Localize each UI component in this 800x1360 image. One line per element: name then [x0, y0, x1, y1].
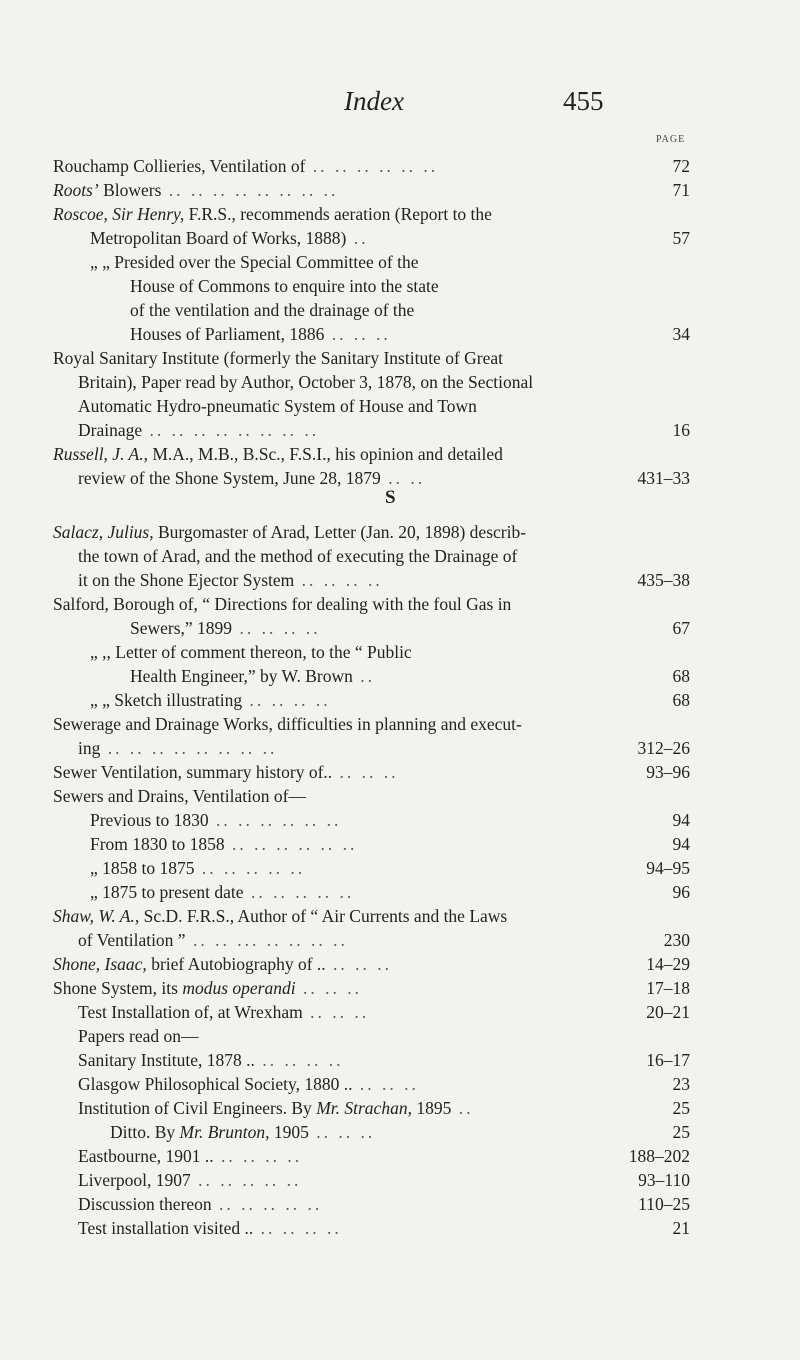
- index-entry: [130, 665, 375, 687]
- index-entry: [78, 1169, 301, 1191]
- running-title: Index: [344, 86, 404, 116]
- entry-text: „ 1875 to present date: [90, 882, 244, 902]
- entry-text: Discussion thereon: [78, 1194, 212, 1214]
- entry-page-ref: 435–38: [637, 570, 690, 590]
- entry-page-ref: 14–29: [646, 954, 690, 974]
- leader-dots: .. .. .. .. .. ..: [208, 810, 342, 830]
- leader-dots: .. .. .. .. ..: [243, 882, 355, 902]
- index-entry: [90, 857, 305, 879]
- leader-dots: .. ..: [380, 468, 426, 488]
- entry-text-continued: 1895: [411, 1098, 452, 1118]
- entry-page-ref: 57: [672, 228, 690, 248]
- index-entry: [78, 395, 477, 417]
- index-entry: [90, 641, 412, 663]
- entry-text: „ „ Presided over the Special Committee of the: [90, 252, 419, 272]
- leader-dots: .. .. .. ..: [242, 690, 331, 710]
- entry-text: Test Installation of, at Wrexham: [78, 1002, 303, 1022]
- entry-text: Burgomaster of Arad, Letter (Jan. 20, 1898) describ-: [153, 522, 527, 542]
- entry-text: F.R.S., recommends aeration (Report to the: [184, 204, 492, 224]
- index-entry: [53, 347, 503, 369]
- index-entry: [78, 929, 348, 951]
- entry-text: it on the Shone Ejector System: [78, 570, 295, 590]
- index-entry: [130, 323, 391, 345]
- entry-text: Test installation visited ..: [78, 1218, 254, 1238]
- entry-page-ref: 67: [672, 618, 690, 638]
- entry-page-ref: 96: [672, 882, 690, 902]
- entry-text: Liverpool, 1907: [78, 1170, 191, 1190]
- entry-text: Ditto. By: [110, 1122, 180, 1142]
- index-entry: [78, 371, 533, 393]
- entry-italic-text: modus operandi: [182, 978, 296, 998]
- entry-page-ref: 68: [672, 690, 690, 710]
- entry-page-ref: 25: [672, 1122, 690, 1142]
- index-entry: [53, 593, 511, 615]
- entry-page-ref: 68: [672, 666, 690, 686]
- entry-name: Roscoe, Sir Henry,: [53, 204, 185, 224]
- page-number: 455: [563, 86, 604, 116]
- index-entry: [78, 1001, 369, 1023]
- leader-dots: ..: [451, 1098, 474, 1118]
- index-entry: [78, 1025, 199, 1047]
- entry-text: Sewers and Drains, Ventilation of—: [53, 786, 306, 806]
- entry-text: Papers read on—: [78, 1026, 199, 1046]
- entry-page-ref: 71: [672, 180, 690, 200]
- entry-text: review of the Shone System, June 28, 1879: [78, 468, 381, 488]
- leader-dots: .. .. .. .. .. ..: [305, 156, 439, 176]
- leader-dots: .. .. .. ..: [294, 570, 383, 590]
- leader-dots: .. .. .. ..: [232, 618, 321, 638]
- leader-dots: .. .. ..: [325, 954, 393, 974]
- leader-dots: .. .. .. .. ..: [194, 858, 306, 878]
- leader-dots: .. .. ..: [295, 978, 362, 998]
- index-entry: [53, 179, 338, 201]
- entry-page-ref: 23: [672, 1074, 690, 1094]
- entry-text: Eastbourne, 1901 ..: [78, 1146, 214, 1166]
- leader-dots: .. .. ..: [332, 762, 399, 782]
- index-entry: [53, 203, 492, 225]
- entry-text: Sc.D. F.R.S., Author of “ Air Currents and the Laws: [139, 906, 508, 926]
- entry-text: Institution of Civil Engineers. By: [78, 1098, 317, 1118]
- entry-text: „ „ Sketch illustrating: [90, 690, 243, 710]
- entry-text: Rouchamp Collieries, Ventilation of: [53, 156, 306, 176]
- index-entry: [78, 545, 517, 567]
- entry-page-ref: 312–26: [637, 738, 690, 758]
- entry-text: Sewer Ventilation, summary history of..: [53, 762, 333, 782]
- entry-page-ref: 94: [672, 810, 690, 830]
- index-entry: [53, 785, 306, 807]
- entry-text: Glasgow Philosophical Society, 1880 ..: [78, 1074, 353, 1094]
- index-entry: [53, 953, 392, 975]
- leader-dots: .. .. ..: [352, 1074, 419, 1094]
- index-entry: [90, 833, 357, 855]
- entry-text: Metropolitan Board of Works, 1888): [90, 228, 347, 248]
- index-entry: [78, 1049, 343, 1071]
- entry-page-ref: 93–110: [638, 1170, 690, 1190]
- leader-dots: .. .. .. .. ..: [211, 1194, 323, 1214]
- entry-name: Roots’: [53, 180, 99, 200]
- entry-text: Shone System, its: [53, 978, 183, 998]
- entry-text: M.A., M.B., B.Sc., F.S.I., his opinion and detailed: [147, 444, 503, 464]
- entry-page-ref: 16–17: [646, 1050, 690, 1070]
- entry-text: of Ventilation ”: [78, 930, 186, 950]
- entry-page-ref: 110–25: [638, 1194, 690, 1214]
- entry-text: Blowers: [98, 180, 162, 200]
- index-entry: [78, 467, 425, 489]
- entry-text: Automatic Hydro-pneumatic System of House and Town: [78, 396, 477, 416]
- index-entry: [130, 299, 414, 321]
- entry-text: Salford, Borough of, “ Directions for dealing with the foul Gas in: [53, 594, 512, 614]
- entry-name: Shaw, W. A.,: [53, 906, 140, 926]
- leader-dots: .. .. ..: [302, 1002, 370, 1022]
- leader-dots: .. .. ..: [324, 324, 391, 344]
- leader-dots: .. .. .. ..: [213, 1146, 303, 1166]
- page-header: [0, 86, 800, 126]
- entry-text: „ 1858 to 1875: [90, 858, 195, 878]
- entry-page-ref: 94: [672, 834, 690, 854]
- entry-text: ing: [78, 738, 101, 758]
- entry-page-ref: 188–202: [628, 1146, 690, 1166]
- index-entry: [53, 905, 507, 927]
- entry-text: Sewerage and Drainage Works, difficulties in planning and execut-: [53, 714, 522, 734]
- entry-name: Salacz, Julius,: [53, 522, 154, 542]
- leader-dots: .. .. .. .. ..: [190, 1170, 302, 1190]
- index-entry: [78, 569, 383, 591]
- entry-page-ref: 25: [672, 1098, 690, 1118]
- entry-text: From 1830 to 1858: [90, 834, 225, 854]
- entry-page-ref: 230: [663, 930, 690, 950]
- index-entry: [78, 1193, 322, 1215]
- index-entry: [130, 617, 321, 639]
- index-entry: [90, 227, 368, 249]
- entry-text: „ ,, Letter of comment thereon, to the “ Public: [90, 642, 412, 662]
- entry-text: of the ventilation and the drainage of the: [130, 300, 415, 320]
- entry-name: Shone, Isaac,: [53, 954, 147, 974]
- index-entry: [78, 419, 319, 441]
- entry-text: Britain), Paper read by Author, October 3, 1878, on the Sectional: [78, 372, 534, 392]
- index-entry: [78, 1097, 473, 1119]
- entry-italic-text: Mr. Strachan,: [316, 1098, 412, 1118]
- index-entry: [53, 443, 503, 465]
- index-entry: [78, 1145, 302, 1167]
- index-entry: [90, 809, 341, 831]
- entry-text-continued: 1905: [269, 1122, 309, 1142]
- leader-dots: .. .. .. .. .. ..: [224, 834, 358, 854]
- entry-text: Houses of Parliament, 1886: [130, 324, 325, 344]
- index-entry: [130, 275, 439, 297]
- entry-text: Health Engineer,” by W. Brown: [130, 666, 353, 686]
- index-entry: [53, 521, 526, 543]
- leader-dots: ..: [346, 228, 369, 248]
- leader-dots: .. .. .. .. .. .. .. ..: [161, 180, 339, 200]
- entry-text: House of Commons to enquire into the state: [130, 276, 439, 296]
- index-entry: [53, 761, 399, 783]
- entry-text: Sanitary Institute, 1878 ..: [78, 1050, 255, 1070]
- entry-page-ref: 72: [672, 156, 690, 176]
- entry-italic-text: Mr. Brunton,: [179, 1122, 270, 1142]
- page-column-label: PAGE: [656, 134, 686, 145]
- entry-page-ref: 431–33: [637, 468, 690, 488]
- entry-page-ref: 21: [672, 1218, 690, 1238]
- leader-dots: ..: [352, 666, 375, 686]
- leader-dots: .. .. .. ..: [253, 1218, 342, 1238]
- index-entry: [53, 713, 522, 735]
- index-entry: [90, 881, 354, 903]
- entry-name: Russell, J. A.,: [53, 444, 148, 464]
- index-entry: [53, 155, 438, 177]
- leader-dots: .. .. ..: [308, 1122, 376, 1142]
- leader-dots: .. .. .. ..: [254, 1050, 344, 1070]
- index-entry: [90, 689, 331, 711]
- entry-page-ref: 34: [672, 324, 690, 344]
- index-entry: [78, 737, 277, 759]
- leader-dots: .. .. .. .. .. .. .. ..: [100, 738, 278, 758]
- entry-page-ref: 17–18: [646, 978, 690, 998]
- entry-text: Royal Sanitary Institute (formerly the Sanitary Institute of Great: [53, 348, 504, 368]
- entry-text: Sewers,” 1899: [130, 618, 233, 638]
- entry-text: Previous to 1830: [90, 810, 209, 830]
- index-entry: [78, 1073, 419, 1095]
- entry-page-ref: 94–95: [646, 858, 690, 878]
- entry-page-ref: 93–96: [646, 762, 690, 782]
- entry-text: Drainage: [78, 420, 143, 440]
- leader-dots: .. .. ... .. .. .. ..: [185, 930, 348, 950]
- section-letter: S: [385, 487, 396, 508]
- entry-text: the town of Arad, and the method of executing the Drainage of: [78, 546, 518, 566]
- index-entry: [110, 1121, 375, 1143]
- index-entry: [53, 977, 362, 999]
- entry-text: brief Autobiography of ..: [146, 954, 326, 974]
- index-entry: [78, 1217, 342, 1239]
- entry-page-ref: 20–21: [646, 1002, 690, 1022]
- leader-dots: .. .. .. .. .. .. .. ..: [142, 420, 320, 440]
- index-entry: [90, 251, 419, 273]
- entry-page-ref: 16: [672, 420, 690, 440]
